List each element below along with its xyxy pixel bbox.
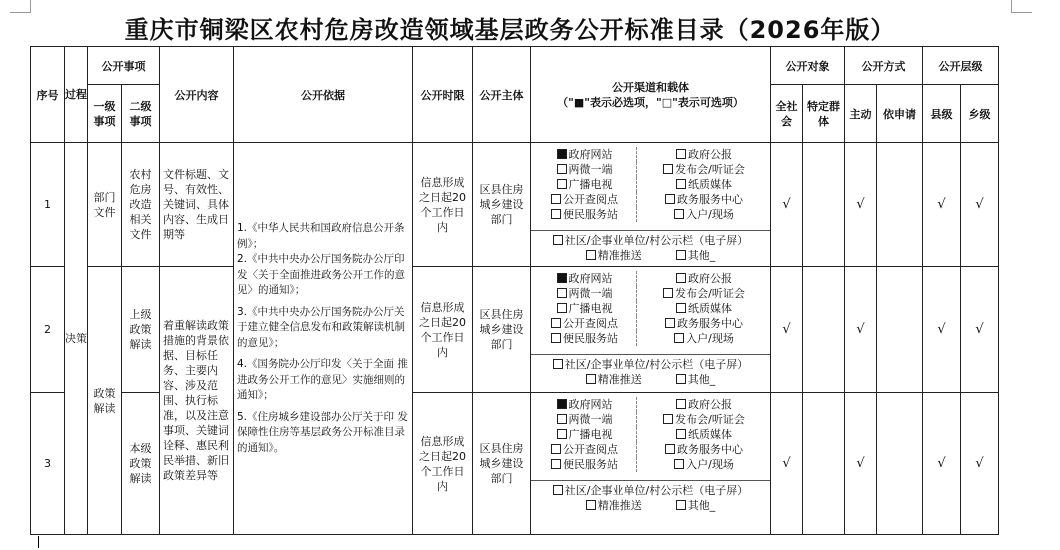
channel-label: 政府网站 <box>568 272 613 285</box>
checkbox-empty-icon <box>557 164 567 174</box>
checkbox-empty-icon <box>676 399 686 409</box>
checkbox-filled-icon <box>557 273 567 283</box>
check-target-all: √ <box>771 143 803 267</box>
channel-label: 广播电视 <box>568 302 613 315</box>
row-seq: 3 <box>31 393 65 535</box>
content-cell: 着重解读政策措施的背景依据、目标任务、主要内容、涉及范围、执行标准，以及注意事项、关键词诠释、惠民利民举措、新旧政策差异等 <box>160 267 234 535</box>
checkbox-empty-icon <box>553 485 563 495</box>
empty-cell <box>803 267 845 393</box>
checkbox-empty-icon <box>553 235 563 245</box>
channel-label: 其他_ <box>687 249 716 262</box>
checkbox-empty-icon <box>676 273 686 283</box>
channel-option <box>533 427 637 442</box>
basis-cell <box>234 143 413 535</box>
checkbox-empty-icon <box>557 429 567 439</box>
checkbox-empty-icon <box>551 209 561 219</box>
channel-option <box>533 412 637 427</box>
disclosure-table <box>30 46 999 535</box>
header-level-town: 乡级 <box>961 85 999 143</box>
checkbox-empty-icon <box>674 209 684 219</box>
channel-label: 发布会/听证会 <box>675 163 745 176</box>
channel-label: 广播电视 <box>568 428 613 441</box>
checkbox-empty-icon <box>676 500 686 510</box>
checkbox-empty-icon <box>676 303 686 313</box>
basis-item: 3.《中共中央办公厅国务院办公厅关于建立健全信息发布和政策解读机制的意见》； <box>237 305 405 349</box>
check-target-all: √ <box>771 393 803 535</box>
check-method-active: √ <box>845 267 877 393</box>
check-level-town: √ <box>961 393 999 535</box>
channel-option <box>533 457 637 472</box>
check-level-county: √ <box>923 267 961 393</box>
channel-option <box>637 147 767 162</box>
checkbox-empty-icon <box>551 333 561 343</box>
level1-cell: 政策解读 <box>88 267 122 535</box>
checkbox-empty-icon <box>674 459 684 469</box>
checkbox-empty-icon <box>553 359 563 369</box>
empty-cell <box>803 393 845 535</box>
check-method-active: √ <box>845 143 877 267</box>
channel-option <box>637 442 767 457</box>
header-seq: 序号 <box>31 47 65 143</box>
header-level1: 一级事项 <box>88 85 122 143</box>
channel-option <box>637 316 767 331</box>
channel-label: 政务服务中心 <box>677 443 743 456</box>
basis-item: 2.《中共中央办公厅国务院办公厅印发〈关于全面推进政务公开工作的意见〉的通知》； <box>237 253 405 296</box>
channel-option <box>533 162 637 177</box>
level1-cell: 部门文件 <box>88 143 122 267</box>
checkbox-filled-icon <box>557 149 567 159</box>
checkbox-empty-icon <box>551 318 561 328</box>
checkbox-empty-icon <box>665 318 675 328</box>
channel-options <box>531 393 770 474</box>
checkbox-empty-icon <box>557 288 567 298</box>
header-basis: 公开依据 <box>234 47 413 143</box>
checkbox-empty-icon <box>676 374 686 384</box>
checkbox-empty-icon <box>551 194 561 204</box>
channel-label: 入户/现场 <box>686 208 734 221</box>
timelimit-cell: 信息形成之日起20个工作日内 <box>413 143 473 267</box>
channel-option <box>637 457 767 472</box>
channel-option <box>637 412 767 427</box>
checkbox-empty-icon <box>551 444 561 454</box>
channel-label: 便民服务站 <box>563 208 618 221</box>
row-seq: 2 <box>31 267 65 393</box>
check-level-town: √ <box>961 143 999 267</box>
checkbox-empty-icon <box>665 194 675 204</box>
header-level2: 二级事项 <box>122 85 160 143</box>
checkbox-filled-icon <box>557 399 567 409</box>
channel-label: 政府公报 <box>688 398 732 411</box>
channel-option <box>637 192 767 207</box>
empty-cell <box>877 393 923 535</box>
header-timelimit: 公开时限 <box>413 47 473 143</box>
channel-option <box>533 177 637 192</box>
channel-option <box>637 177 767 192</box>
channel-label: 政府网站 <box>568 148 613 161</box>
checkbox-empty-icon <box>674 333 684 343</box>
checkbox-empty-icon <box>663 164 673 174</box>
channel-option <box>533 301 637 316</box>
channel-label: 便民服务站 <box>563 458 618 471</box>
channel-label: 政府公报 <box>688 272 732 285</box>
checkbox-empty-icon <box>557 179 567 189</box>
empty-cell <box>877 143 923 267</box>
subject-cell: 区县住房城乡建设部门 <box>473 267 531 393</box>
level2-cell: 本级政策解读 <box>122 393 160 535</box>
channel-label: 精准推送 <box>597 373 642 386</box>
channel-label: 发布会/听证会 <box>675 287 745 300</box>
header-level-county: 县级 <box>923 85 961 143</box>
check-level-county: √ <box>923 143 961 267</box>
header-channel <box>531 47 771 143</box>
content-cell: 文件标题、文 号、有效性、关键词、具体 内容、生成日 期等 <box>160 143 234 267</box>
channel-option <box>533 286 637 301</box>
row-seq: 1 <box>31 143 65 267</box>
channel-label: 社区/企事业单位/村公示栏（电子屏） <box>564 234 749 247</box>
channel-label: 社区/企事业单位/村公示栏（电子屏） <box>564 484 749 497</box>
header-process: 过程 <box>65 47 88 143</box>
checkbox-empty-icon <box>551 459 561 469</box>
channel-label: 政府网站 <box>568 398 613 411</box>
header-subject: 公开主体 <box>473 47 531 143</box>
subject-cell: 区县住房城乡建设部门 <box>473 393 531 535</box>
table-row <box>31 143 999 267</box>
table-row <box>31 267 999 393</box>
channel-label: 发布会/听证会 <box>675 413 745 426</box>
header-items: 公开事项 <box>88 47 160 85</box>
header-content: 公开内容 <box>160 47 234 143</box>
channel-extra <box>531 480 770 515</box>
channel-cell <box>531 143 771 267</box>
empty-cell <box>877 267 923 393</box>
header-target-specific: 特定群体 <box>803 85 845 143</box>
channel-cell <box>531 267 771 393</box>
channel-options <box>531 267 770 348</box>
channel-option <box>533 316 637 331</box>
channel-label: 政府公报 <box>688 148 732 161</box>
channel-label: 政务服务中心 <box>677 193 743 206</box>
check-target-all: √ <box>771 267 803 393</box>
process-cell: 决策 <box>65 143 88 535</box>
channel-label: 精准推送 <box>597 249 642 262</box>
channel-label: 纸质媒体 <box>688 302 732 315</box>
checkbox-empty-icon <box>676 429 686 439</box>
channel-option <box>637 162 767 177</box>
channel-title: 公开渠道和载体 <box>612 80 689 94</box>
empty-cell <box>803 143 845 267</box>
channel-label: 入户/现场 <box>686 332 734 345</box>
header-target-all: 全社会 <box>771 85 803 143</box>
level2-cell: 农村危房改造相关文件 <box>122 143 160 267</box>
channel-label: 纸质媒体 <box>688 428 732 441</box>
channel-option <box>533 331 637 346</box>
channel-option <box>637 331 767 346</box>
header-method: 公开方式 <box>845 47 923 85</box>
channel-option <box>637 427 767 442</box>
channel-label: 其他_ <box>687 373 716 386</box>
text-cursor <box>38 536 39 548</box>
channel-label: 公开查阅点 <box>563 317 618 330</box>
check-level-county: √ <box>923 393 961 535</box>
checkbox-empty-icon <box>586 250 596 260</box>
channel-label: 入户/现场 <box>686 458 734 471</box>
timelimit-cell: 信息形成之日起20个工作日内 <box>413 267 473 393</box>
channel-label: 便民服务站 <box>563 332 618 345</box>
channel-label: 公开查阅点 <box>563 193 618 206</box>
checkbox-empty-icon <box>557 414 567 424</box>
channel-label: 纸质媒体 <box>688 178 732 191</box>
channel-option <box>533 192 637 207</box>
channel-label: 精准推送 <box>597 499 642 512</box>
channel-option <box>533 442 637 457</box>
check-method-active: √ <box>845 393 877 535</box>
checkbox-empty-icon <box>676 179 686 189</box>
header-target: 公开对象 <box>771 47 845 85</box>
document-title: 重庆市铜梁区农村危房改造领域基层政务公开标准目录（2026年版） <box>124 16 896 44</box>
channel-label: 社区/企事业单位/村公示栏（电子屏） <box>564 358 749 371</box>
channel-cell <box>531 393 771 535</box>
channel-option <box>637 207 767 222</box>
channel-extra <box>531 354 770 389</box>
level2-cell: 上级政策解读 <box>122 267 160 393</box>
channel-label: 两微一端 <box>568 287 613 300</box>
channel-label: 公开查阅点 <box>563 443 618 456</box>
checkbox-empty-icon <box>586 500 596 510</box>
check-level-town: √ <box>961 267 999 393</box>
channel-option <box>637 397 767 412</box>
channel-option <box>533 147 637 162</box>
checkbox-empty-icon <box>676 149 686 159</box>
header-level: 公开层级 <box>923 47 999 85</box>
header-method-active: 主动 <box>845 85 877 143</box>
channel-option <box>637 271 767 286</box>
checkbox-empty-icon <box>586 374 596 384</box>
channel-extra <box>531 230 770 265</box>
channel-option <box>533 271 637 286</box>
header-method-apply: 依申请 <box>877 85 923 143</box>
basis-item: 4.《国务院办公厅印发〈关于全面 推进政务公开工作的意见〉实施细则的通知》； <box>237 358 408 401</box>
channel-note: （"■"表示必选项，"□"表示可选项） <box>557 95 744 109</box>
subject-cell: 区县住房城乡建设部门 <box>473 143 531 267</box>
basis-item: 5.《住房城乡建设部办公厅关于印 发保障性住房等基层政务公开标准目录的通知》。 <box>237 410 408 454</box>
checkbox-empty-icon <box>663 288 673 298</box>
channel-options <box>531 143 770 224</box>
checkbox-empty-icon <box>665 444 675 454</box>
channel-label: 两微一端 <box>568 413 613 426</box>
channel-label: 政务服务中心 <box>677 317 743 330</box>
channel-label: 两微一端 <box>568 163 613 176</box>
checkbox-empty-icon <box>557 303 567 313</box>
basis-item: 1.《中华人民共和国政府信息公开条例》； <box>237 222 405 250</box>
channel-option <box>637 286 767 301</box>
channel-option <box>637 301 767 316</box>
channel-label: 其他_ <box>687 499 716 512</box>
checkbox-empty-icon <box>663 414 673 424</box>
channel-option <box>533 397 637 412</box>
channel-option <box>533 207 637 222</box>
checkbox-empty-icon <box>676 250 686 260</box>
channel-label: 广播电视 <box>568 178 613 191</box>
timelimit-cell: 信息形成之日起20个工作日内 <box>413 393 473 535</box>
